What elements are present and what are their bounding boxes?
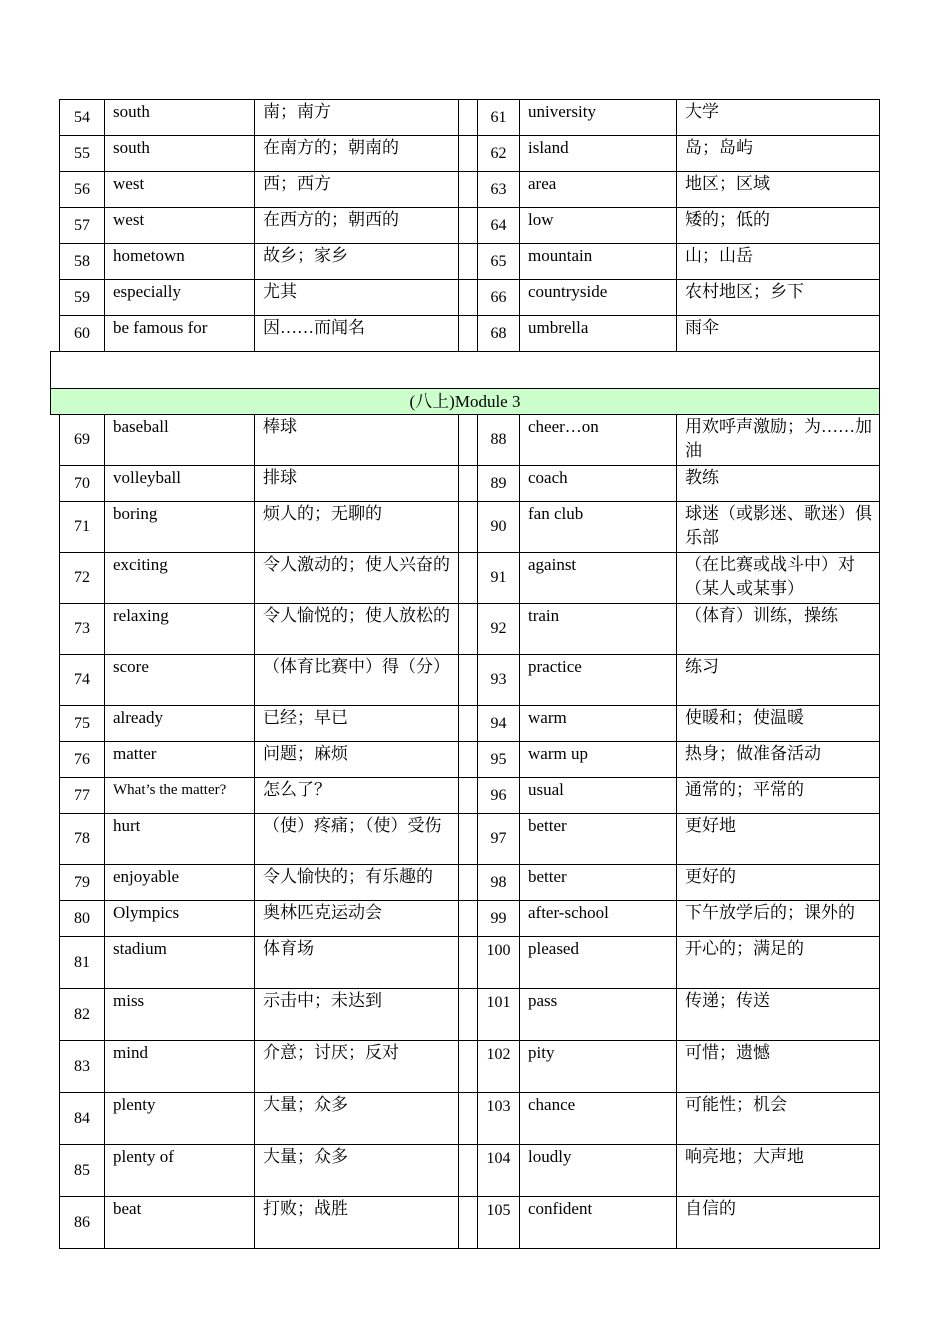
column-gap bbox=[459, 1197, 478, 1249]
chinese-meaning: 岛；岛屿 bbox=[677, 136, 880, 172]
column-gap bbox=[459, 604, 478, 655]
chinese-meaning: （体育）训练，操练 bbox=[677, 604, 880, 655]
english-word: island bbox=[520, 136, 677, 172]
table-row bbox=[51, 1041, 880, 1093]
row-edge bbox=[51, 706, 60, 742]
column-gap bbox=[459, 937, 478, 989]
english-word: especially bbox=[105, 280, 255, 316]
chinese-meaning: 练习 bbox=[677, 655, 880, 706]
chinese-meaning: （体育比赛中）得（分） bbox=[255, 655, 459, 706]
blank-row bbox=[51, 352, 880, 389]
table-row bbox=[51, 1093, 880, 1145]
english-word: cheer…on bbox=[520, 415, 677, 466]
word-number: 57 bbox=[60, 208, 105, 244]
chinese-meaning: 响亮地；大声地 bbox=[677, 1145, 880, 1197]
chinese-meaning: 用欢呼声激励；为……加油 bbox=[677, 415, 880, 466]
column-gap bbox=[459, 989, 478, 1041]
table-row bbox=[51, 172, 880, 208]
row-edge bbox=[51, 655, 60, 706]
english-word: miss bbox=[105, 989, 255, 1041]
word-number: 100 bbox=[478, 937, 520, 989]
module-divider bbox=[51, 352, 880, 415]
row-edge bbox=[51, 865, 60, 901]
word-number: 70 bbox=[60, 466, 105, 502]
word-number: 99 bbox=[478, 901, 520, 937]
english-word: Olympics bbox=[105, 901, 255, 937]
table-row bbox=[51, 208, 880, 244]
row-edge bbox=[51, 814, 60, 865]
column-gap bbox=[459, 415, 478, 466]
english-word: west bbox=[105, 172, 255, 208]
english-word: usual bbox=[520, 778, 677, 814]
column-gap bbox=[459, 1093, 478, 1145]
english-word: hurt bbox=[105, 814, 255, 865]
word-number: 80 bbox=[60, 901, 105, 937]
row-edge bbox=[51, 989, 60, 1041]
table-row bbox=[51, 136, 880, 172]
chinese-meaning: 打败；战胜 bbox=[255, 1197, 459, 1249]
column-gap bbox=[459, 901, 478, 937]
row-edge bbox=[51, 1041, 60, 1093]
row-edge bbox=[51, 136, 60, 172]
chinese-meaning: 尤其 bbox=[255, 280, 459, 316]
word-number: 96 bbox=[478, 778, 520, 814]
column-gap bbox=[459, 814, 478, 865]
chinese-meaning: 西；西方 bbox=[255, 172, 459, 208]
word-number: 72 bbox=[60, 553, 105, 604]
word-number: 81 bbox=[60, 937, 105, 989]
table-row bbox=[51, 415, 880, 466]
row-edge bbox=[51, 172, 60, 208]
english-word: countryside bbox=[520, 280, 677, 316]
english-word: matter bbox=[105, 742, 255, 778]
word-number: 94 bbox=[478, 706, 520, 742]
word-number: 90 bbox=[478, 502, 520, 553]
word-number: 68 bbox=[478, 316, 520, 352]
english-word: chance bbox=[520, 1093, 677, 1145]
english-word: baseball bbox=[105, 415, 255, 466]
english-word: confident bbox=[520, 1197, 677, 1249]
chinese-meaning: 奥林匹克运动会 bbox=[255, 901, 459, 937]
word-number: 85 bbox=[60, 1145, 105, 1197]
column-gap bbox=[459, 280, 478, 316]
english-word: score bbox=[105, 655, 255, 706]
row-edge bbox=[51, 244, 60, 280]
row-edge bbox=[51, 553, 60, 604]
table-row bbox=[51, 553, 880, 604]
column-gap bbox=[459, 1145, 478, 1197]
chinese-meaning: 已经；早已 bbox=[255, 706, 459, 742]
english-word: plenty bbox=[105, 1093, 255, 1145]
row-edge bbox=[51, 100, 60, 136]
word-number: 76 bbox=[60, 742, 105, 778]
english-word: against bbox=[520, 553, 677, 604]
table-row bbox=[51, 937, 880, 989]
table-row bbox=[51, 901, 880, 937]
english-word: mountain bbox=[520, 244, 677, 280]
english-word: volleyball bbox=[105, 466, 255, 502]
table-row bbox=[51, 706, 880, 742]
column-gap bbox=[459, 316, 478, 352]
word-number: 60 bbox=[60, 316, 105, 352]
chinese-meaning: 体育场 bbox=[255, 937, 459, 989]
english-word: pass bbox=[520, 989, 677, 1041]
column-gap bbox=[459, 208, 478, 244]
english-word: area bbox=[520, 172, 677, 208]
word-number: 102 bbox=[478, 1041, 520, 1093]
column-gap bbox=[459, 502, 478, 553]
row-edge bbox=[51, 1093, 60, 1145]
english-word: enjoyable bbox=[105, 865, 255, 901]
english-word: boring bbox=[105, 502, 255, 553]
english-word: mind bbox=[105, 1041, 255, 1093]
column-gap bbox=[459, 1041, 478, 1093]
row-edge bbox=[51, 208, 60, 244]
english-word: coach bbox=[520, 466, 677, 502]
chinese-meaning: 令人愉快的；有乐趣的 bbox=[255, 865, 459, 901]
column-gap bbox=[459, 865, 478, 901]
word-number: 97 bbox=[478, 814, 520, 865]
chinese-meaning: 可惜；遗憾 bbox=[677, 1041, 880, 1093]
column-gap bbox=[459, 244, 478, 280]
table-row bbox=[51, 280, 880, 316]
english-word: fan club bbox=[520, 502, 677, 553]
row-edge bbox=[51, 742, 60, 778]
chinese-meaning: 怎么了？ bbox=[255, 778, 459, 814]
english-word: beat bbox=[105, 1197, 255, 1249]
word-number: 86 bbox=[60, 1197, 105, 1249]
word-number: 65 bbox=[478, 244, 520, 280]
table-row bbox=[51, 244, 880, 280]
vocabulary-sheet bbox=[50, 99, 879, 1249]
english-word: plenty of bbox=[105, 1145, 255, 1197]
english-word: stadium bbox=[105, 937, 255, 989]
table-row bbox=[51, 989, 880, 1041]
row-edge bbox=[51, 466, 60, 502]
table-row bbox=[51, 814, 880, 865]
chinese-meaning: 开心的；满足的 bbox=[677, 937, 880, 989]
word-number: 98 bbox=[478, 865, 520, 901]
chinese-meaning: 矮的；低的 bbox=[677, 208, 880, 244]
english-word: relaxing bbox=[105, 604, 255, 655]
english-word: low bbox=[520, 208, 677, 244]
chinese-meaning: 地区；区域 bbox=[677, 172, 880, 208]
chinese-meaning: 介意；讨厌；反对 bbox=[255, 1041, 459, 1093]
chinese-meaning: 令人激动的；使人兴奋的 bbox=[255, 553, 459, 604]
chinese-meaning: 南；南方 bbox=[255, 100, 459, 136]
english-word: umbrella bbox=[520, 316, 677, 352]
english-word: after-school bbox=[520, 901, 677, 937]
chinese-meaning: 球迷（或影迷、歌迷）俱乐部 bbox=[677, 502, 880, 553]
word-number: 56 bbox=[60, 172, 105, 208]
row-edge bbox=[51, 502, 60, 553]
row-edge bbox=[51, 415, 60, 466]
column-gap bbox=[459, 172, 478, 208]
word-number: 61 bbox=[478, 100, 520, 136]
table-row bbox=[51, 742, 880, 778]
chinese-meaning: 热身；做准备活动 bbox=[677, 742, 880, 778]
table-row bbox=[51, 502, 880, 553]
english-word: train bbox=[520, 604, 677, 655]
word-number: 77 bbox=[60, 778, 105, 814]
chinese-meaning: 大量；众多 bbox=[255, 1145, 459, 1197]
column-gap bbox=[459, 706, 478, 742]
word-number: 59 bbox=[60, 280, 105, 316]
chinese-meaning: 下午放学后的；课外的 bbox=[677, 901, 880, 937]
row-edge bbox=[51, 901, 60, 937]
english-word: exciting bbox=[105, 553, 255, 604]
word-number: 82 bbox=[60, 989, 105, 1041]
word-number: 79 bbox=[60, 865, 105, 901]
table-row bbox=[51, 865, 880, 901]
column-gap bbox=[459, 742, 478, 778]
english-word: university bbox=[520, 100, 677, 136]
column-gap bbox=[459, 466, 478, 502]
word-number: 105 bbox=[478, 1197, 520, 1249]
english-word: warm bbox=[520, 706, 677, 742]
english-word: west bbox=[105, 208, 255, 244]
chinese-meaning: 大量；众多 bbox=[255, 1093, 459, 1145]
english-word: pleased bbox=[520, 937, 677, 989]
chinese-meaning: 因……而闻名 bbox=[255, 316, 459, 352]
english-word: be famous for bbox=[105, 316, 255, 352]
english-word: loudly bbox=[520, 1145, 677, 1197]
word-number: 74 bbox=[60, 655, 105, 706]
english-word: hometown bbox=[105, 244, 255, 280]
module-word-list bbox=[51, 415, 880, 1249]
chinese-meaning: 可能性；机会 bbox=[677, 1093, 880, 1145]
row-edge bbox=[51, 937, 60, 989]
row-edge bbox=[51, 280, 60, 316]
chinese-meaning: 排球 bbox=[255, 466, 459, 502]
word-number: 66 bbox=[478, 280, 520, 316]
word-number: 78 bbox=[60, 814, 105, 865]
english-word: warm up bbox=[520, 742, 677, 778]
word-number: 64 bbox=[478, 208, 520, 244]
english-word: practice bbox=[520, 655, 677, 706]
chinese-meaning: 山；山岳 bbox=[677, 244, 880, 280]
column-gap bbox=[459, 136, 478, 172]
word-number: 84 bbox=[60, 1093, 105, 1145]
chinese-meaning: （使）疼痛；（使）受伤 bbox=[255, 814, 459, 865]
chinese-meaning: 更好的 bbox=[677, 865, 880, 901]
vocabulary-table bbox=[50, 99, 880, 1249]
table-row bbox=[51, 1145, 880, 1197]
column-gap bbox=[459, 655, 478, 706]
word-number: 103 bbox=[478, 1093, 520, 1145]
table-row bbox=[51, 655, 880, 706]
chinese-meaning: 传递；传送 bbox=[677, 989, 880, 1041]
word-number: 63 bbox=[478, 172, 520, 208]
word-number: 58 bbox=[60, 244, 105, 280]
chinese-meaning: 农村地区；乡下 bbox=[677, 280, 880, 316]
chinese-meaning: 更好地 bbox=[677, 814, 880, 865]
table-row bbox=[51, 316, 880, 352]
word-number: 93 bbox=[478, 655, 520, 706]
chinese-meaning: 使暖和；使温暖 bbox=[677, 706, 880, 742]
english-word: already bbox=[105, 706, 255, 742]
word-number: 104 bbox=[478, 1145, 520, 1197]
english-word: What’s the matter? bbox=[105, 778, 255, 814]
chinese-meaning: 示击中；未达到 bbox=[255, 989, 459, 1041]
word-number: 75 bbox=[60, 706, 105, 742]
column-gap bbox=[459, 100, 478, 136]
table-row bbox=[51, 778, 880, 814]
english-word: south bbox=[105, 136, 255, 172]
row-edge bbox=[51, 778, 60, 814]
chinese-meaning: 通常的；平常的 bbox=[677, 778, 880, 814]
chinese-meaning: 令人愉悦的；使人放松的 bbox=[255, 604, 459, 655]
word-number: 101 bbox=[478, 989, 520, 1041]
word-number: 83 bbox=[60, 1041, 105, 1093]
row-edge bbox=[51, 1197, 60, 1249]
chinese-meaning: 雨伞 bbox=[677, 316, 880, 352]
chinese-meaning: 故乡；家乡 bbox=[255, 244, 459, 280]
chinese-meaning: 大学 bbox=[677, 100, 880, 136]
row-edge bbox=[51, 604, 60, 655]
table-row bbox=[51, 604, 880, 655]
chinese-meaning: 烦人的；无聊的 bbox=[255, 502, 459, 553]
english-word: better bbox=[520, 865, 677, 901]
table-row bbox=[51, 466, 880, 502]
row-edge bbox=[51, 1145, 60, 1197]
english-word: south bbox=[105, 100, 255, 136]
chinese-meaning: 在南方的；朝南的 bbox=[255, 136, 459, 172]
table-row bbox=[51, 1197, 880, 1249]
row-edge bbox=[51, 316, 60, 352]
word-number: 73 bbox=[60, 604, 105, 655]
word-number: 92 bbox=[478, 604, 520, 655]
top-word-list bbox=[51, 100, 880, 352]
chinese-meaning: 自信的 bbox=[677, 1197, 880, 1249]
table-row bbox=[51, 100, 880, 136]
chinese-meaning: 教练 bbox=[677, 466, 880, 502]
word-number: 54 bbox=[60, 100, 105, 136]
english-word: pity bbox=[520, 1041, 677, 1093]
word-number: 62 bbox=[478, 136, 520, 172]
chinese-meaning: 问题；麻烦 bbox=[255, 742, 459, 778]
column-gap bbox=[459, 553, 478, 604]
word-number: 88 bbox=[478, 415, 520, 466]
module-title: (八上)Module 3 bbox=[51, 389, 880, 415]
column-gap bbox=[459, 778, 478, 814]
chinese-meaning: （在比赛或战斗中）对（某人或某事） bbox=[677, 553, 880, 604]
word-number: 71 bbox=[60, 502, 105, 553]
word-number: 91 bbox=[478, 553, 520, 604]
english-word: better bbox=[520, 814, 677, 865]
word-number: 69 bbox=[60, 415, 105, 466]
word-number: 55 bbox=[60, 136, 105, 172]
word-number: 89 bbox=[478, 466, 520, 502]
chinese-meaning: 在西方的；朝西的 bbox=[255, 208, 459, 244]
chinese-meaning: 棒球 bbox=[255, 415, 459, 466]
word-number: 95 bbox=[478, 742, 520, 778]
